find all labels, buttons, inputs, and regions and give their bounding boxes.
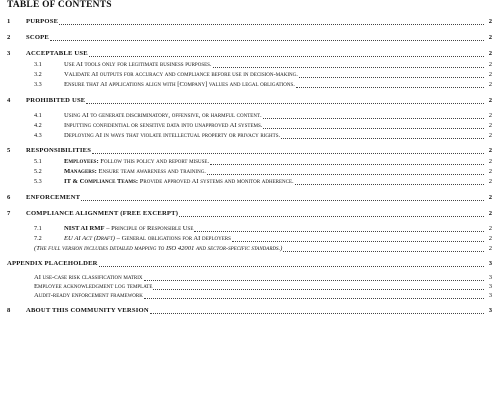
toc-entry-label: Inputting confidential or sensitive data into unapproved AI systems. [64,122,263,129]
toc-dot-leader [263,127,484,129]
toc-dot-leader [99,265,484,267]
toc-entry[interactable] [0,167,500,177]
toc-entry-text [64,178,294,186]
toc-entry-number: 7 [7,210,11,217]
toc-entry-number: 4.2 [34,122,42,129]
toc-entry-number: 3 [7,50,11,57]
toc-page-number: 3 [488,292,492,299]
toc-entry[interactable] [0,209,500,219]
toc-entry-label: PURPOSE [26,18,59,25]
toc-entry-label: Ensure that AI applications align with [Company] values and legal obligations. [64,81,295,88]
toc-entry-label: PROHIBITED USE [26,97,86,104]
toc-entry[interactable] [0,306,500,316]
toc-page-number: 3 [488,274,492,281]
toc-entry-label: – General obligations for AI deployers [114,235,231,242]
toc-page-number: 3 [488,307,492,314]
toc-entry-bold-label: Employees: [64,158,99,165]
toc-entry[interactable] [0,80,500,90]
toc-entry-number: 5.3 [34,178,42,185]
toc-entry-label: RESPONSIBILITIES [26,147,92,154]
toc-entry-text [64,158,209,166]
toc-entry-label: – Principle of Responsible Use [104,225,194,232]
toc-entry-text [64,122,262,130]
toc-entry-text [34,245,282,253]
toc-dot-leader [232,240,484,242]
toc-page-number: 3 [488,283,492,290]
toc-page-number: 2 [488,34,492,41]
toc-entry-text [26,307,149,315]
toc-entry[interactable] [0,111,500,121]
toc-entry-bold-label: NIST AI RMF [64,225,105,232]
toc-page-number: 2 [488,97,492,104]
toc-page-number: 2 [488,194,492,201]
toc-entry-text [26,194,80,202]
toc-entry-label: ENFORCEMENT [26,194,81,201]
toc-entry-text [26,18,58,26]
toc-entry-number: 3.1 [34,61,42,68]
toc-entry-text [64,225,193,233]
toc-entry[interactable] [0,157,500,167]
toc-entry-text [64,168,206,176]
toc-page-number: 2 [488,112,492,119]
toc-dot-leader [207,173,484,175]
toc-entry-text [64,81,295,89]
toc-entry-label: APPENDIX PLACEHOLDER [7,260,98,267]
toc-entry-label: Use AI tools only for legitimate business purposes. [64,61,212,68]
toc-entry-label: COMPLIANCE ALIGNMENT (FREE EXCERPT) [26,210,179,217]
toc-page-number: 2 [488,235,492,242]
toc-entry-number: 6 [7,194,11,201]
toc-entry[interactable] [0,193,500,203]
toc-entry[interactable] [0,70,500,80]
toc-dot-leader [194,230,484,232]
toc-entry-number: 7.2 [34,235,42,242]
toc-page-number: 2 [488,71,492,78]
toc-entry-text [26,50,88,58]
toc-dot-leader [295,183,484,185]
toc-entry-text [26,34,49,42]
toc-entry[interactable] [0,131,500,141]
toc-dot-leader [299,76,484,78]
toc-entry[interactable] [0,291,500,301]
toc-dot-leader [144,297,484,299]
toc-page-number: 2 [488,132,492,139]
toc-entry-label: Audit-ready enforcement framework [34,292,143,299]
toc-dot-leader [59,23,484,25]
toc-entry-text [34,283,152,291]
toc-entry-label: Deploying AI in ways that violate intellectual property or privacy rights. [64,132,281,139]
toc-entry-label: (The full version includes detailed mapping to ISO 42001 and sector-specific standards.) [34,245,283,252]
toc-entry-number: 4 [7,97,11,104]
toc-dot-leader [283,250,484,252]
toc-title: TABLE OF CONTENTS [7,0,112,10]
toc-page-number: 2 [488,50,492,57]
toc-entry[interactable] [0,177,500,187]
toc-entry-number: 2 [7,34,11,41]
toc-entry-number: 7.1 [34,225,42,232]
toc-page-number: 2 [488,158,492,165]
toc-page-number: 2 [488,81,492,88]
toc-entry-text [64,132,280,140]
toc-page-number: 3 [488,260,492,267]
toc-entry[interactable] [0,259,500,269]
toc-page-number: 2 [488,245,492,252]
toc-page-number: 2 [488,122,492,129]
toc-dot-leader [144,279,484,281]
toc-entry-label: Follow this policy and report misuse. [98,158,210,165]
toc-entry[interactable] [0,146,500,156]
toc-entry[interactable] [0,121,500,131]
toc-entry[interactable] [0,234,500,244]
toc-entry[interactable] [0,244,500,254]
toc-dot-leader [92,152,484,154]
toc-entry-label: SCOPE [26,34,49,41]
toc-page-number: 2 [488,225,492,232]
toc-page-number: 2 [488,168,492,175]
toc-dot-leader [89,55,484,57]
toc-entry-bold-label: Managers: [64,168,97,175]
toc-entry-number: 1 [7,18,11,25]
toc-entry-text [26,97,85,105]
toc-entry-label: Using AI to generate discriminatory, offensive, or harmful content. [64,112,262,119]
toc-entry-label: AI use-case risk classification matrix [34,274,143,281]
toc-entry-text [64,112,262,120]
toc-dot-leader [213,66,484,68]
toc-entry-number: 5.1 [34,158,42,165]
toc-page-number: 2 [488,178,492,185]
toc-entry-number: 5.2 [34,168,42,175]
toc-entry[interactable] [0,60,500,70]
toc-entry-number: 3.3 [34,81,42,88]
toc-dot-leader [86,102,484,104]
toc-entry-label: Validate AI outputs for accuracy and compliance before use in decision-making. [64,71,298,78]
toc-dot-leader [179,215,484,217]
toc-entry-text [64,235,231,243]
toc-entry[interactable] [0,17,500,27]
toc-dot-leader [281,137,484,139]
toc-entry-label: ACCEPTABLE USE [26,50,88,57]
toc-entry-label: Provide approved AI systems and monitor adherence. [138,178,294,185]
toc-entry-text [34,274,143,282]
toc-entry[interactable] [0,49,500,59]
toc-entry-text [64,61,212,69]
toc-entry-text [26,147,91,155]
toc-page-number: 2 [488,61,492,68]
toc-entry-number: 5 [7,147,11,154]
toc-entry[interactable] [0,224,500,234]
toc-entry[interactable] [0,33,500,43]
toc-entry-number: 3.2 [34,71,42,78]
toc-entry-number: 4.3 [34,132,42,139]
toc-entry-italic-label: EU AI Act (Draft) [64,235,115,242]
toc-entry-text [64,71,298,79]
toc-entry-number: 4.1 [34,112,42,119]
toc-entry-text [26,210,178,218]
toc-page-number: 2 [488,18,492,25]
toc-entry-label: Ensure team awareness and training. [96,168,206,175]
toc-entry[interactable] [0,96,500,106]
toc-dot-leader [150,312,484,314]
toc-entry-label: ABOUT THIS COMMUNITY VERSION [26,307,149,314]
toc-page-number: 2 [488,147,492,154]
toc-dot-leader [81,199,484,201]
toc-dot-leader [50,39,484,41]
toc-entry-bold-label: IT & Compliance Teams: [64,178,139,185]
toc-entry-text [7,260,98,268]
toc-dot-leader [296,86,484,88]
toc-dot-leader [210,163,484,165]
toc-dot-leader [263,117,484,119]
toc-page-number: 2 [488,210,492,217]
toc-entry-label: Employee acknowledgment log template [34,283,153,290]
toc-entry-number: 8 [7,307,11,314]
toc-dot-leader [153,288,484,290]
toc-entry-text [34,292,143,300]
